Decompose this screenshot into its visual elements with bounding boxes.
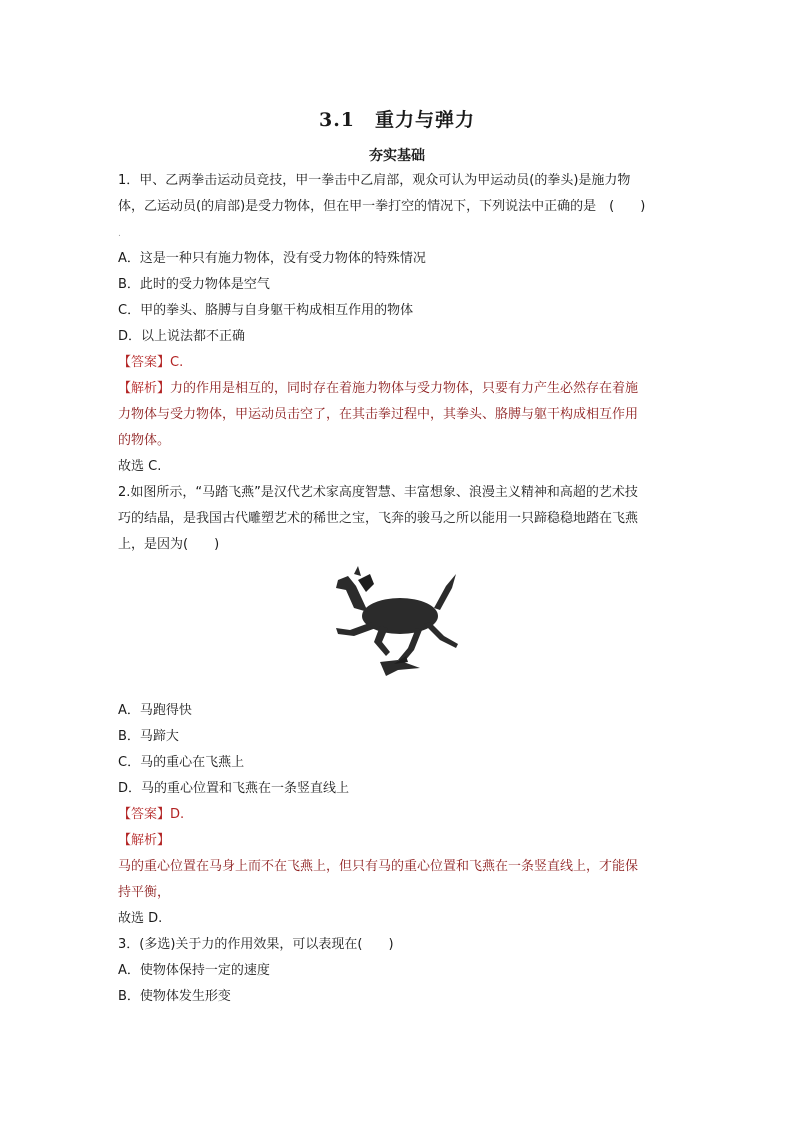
q1-analysis-line-2: 力物体与受力物体，甲运动员击空了，在其击拳过程中，其拳头、胳膊与躯干构成相互作用 xyxy=(118,407,639,422)
q2-analysis-line-2: 持平衡， xyxy=(118,885,171,900)
q2-option-a: A．马跑得快 xyxy=(118,703,192,718)
q2-conclusion: 故选 D. xyxy=(118,911,163,926)
q2-stem-line-3: 上，是因为( ) xyxy=(118,537,220,552)
q2-analysis-line-1: 马的重心位置在马身上而不在飞燕上，但只有马的重心位置和飞燕在一条竖直线上，才能保 xyxy=(118,859,639,874)
q3-stem: 3．(多选)关于力的作用效果，可以表现在( ) xyxy=(118,937,394,952)
q3-option-b: B．使物体发生形变 xyxy=(118,989,231,1004)
answer-tag: 【答案】 xyxy=(118,355,171,370)
galloping-horse-on-swallow-image xyxy=(328,564,468,684)
q2-option-b: B．马蹄大 xyxy=(118,729,179,744)
q2-stem-line-2: 巧的结晶，是我国古代雕塑艺术的稀世之宝，飞奔的骏马之所以能用一只蹄稳稳地踏在飞燕 xyxy=(118,511,639,526)
q1-stem-line-1: 1．甲、乙两拳击运动员竞技，甲一拳击中乙肩部，观众可认为甲运动员(的拳头)是施力物 xyxy=(118,173,631,188)
q1-stem-line-2: 体，乙运动员(的肩部)是受力物体，但在甲一拳打空的情况下，下列说法中正确的是 ( ) xyxy=(118,199,646,214)
q2-stem-line-1: 2.如图所示，“马踏飞燕”是汉代艺术家高度智慧、丰富想象、浪漫主义精神和高超的艺术技 xyxy=(118,485,638,500)
horse-figure xyxy=(118,564,678,694)
section-heading: 夯实基础 xyxy=(369,148,425,164)
q2-analysis-heading xyxy=(118,828,678,854)
q1-option-b: B．此时的受力物体是空气 xyxy=(118,277,270,292)
analysis-tag: 【解析】 xyxy=(118,833,171,848)
answer-value: D. xyxy=(170,807,185,822)
q1-conclusion: 故选 C. xyxy=(118,459,162,474)
q1-analysis-line-3: 的物体。 xyxy=(118,433,171,448)
q2-option-c: C．马的重心在飞燕上 xyxy=(118,755,245,770)
answer-value: C. xyxy=(170,355,184,370)
q2-answer xyxy=(118,802,678,828)
page-title: 3.1 重力与弹力 xyxy=(318,109,476,131)
analysis-tag: 【解析】 xyxy=(118,381,171,396)
document-body xyxy=(118,168,678,1010)
analysis-text: 力的作用是相互的，同时存在着施力物体与受力物体，只要有力产生必然存在着施 xyxy=(170,381,639,396)
q3-option-a: A．使物体保持一定的速度 xyxy=(118,963,270,978)
q1-analysis-line-1 xyxy=(118,376,678,402)
blank-line: . xyxy=(118,229,121,239)
q2-option-d: D．马的重心位置和飞燕在一条竖直线上 xyxy=(118,781,350,796)
q1-option-c: C．甲的拳头、胳膊与自身躯干构成相互作用的物体 xyxy=(118,303,414,318)
answer-tag: 【答案】 xyxy=(118,807,171,822)
q1-answer xyxy=(118,350,678,376)
q1-option-a: A．这是一种只有施力物体，没有受力物体的特殊情况 xyxy=(118,251,426,266)
q1-option-d: D．以上说法都不正确 xyxy=(118,329,246,344)
